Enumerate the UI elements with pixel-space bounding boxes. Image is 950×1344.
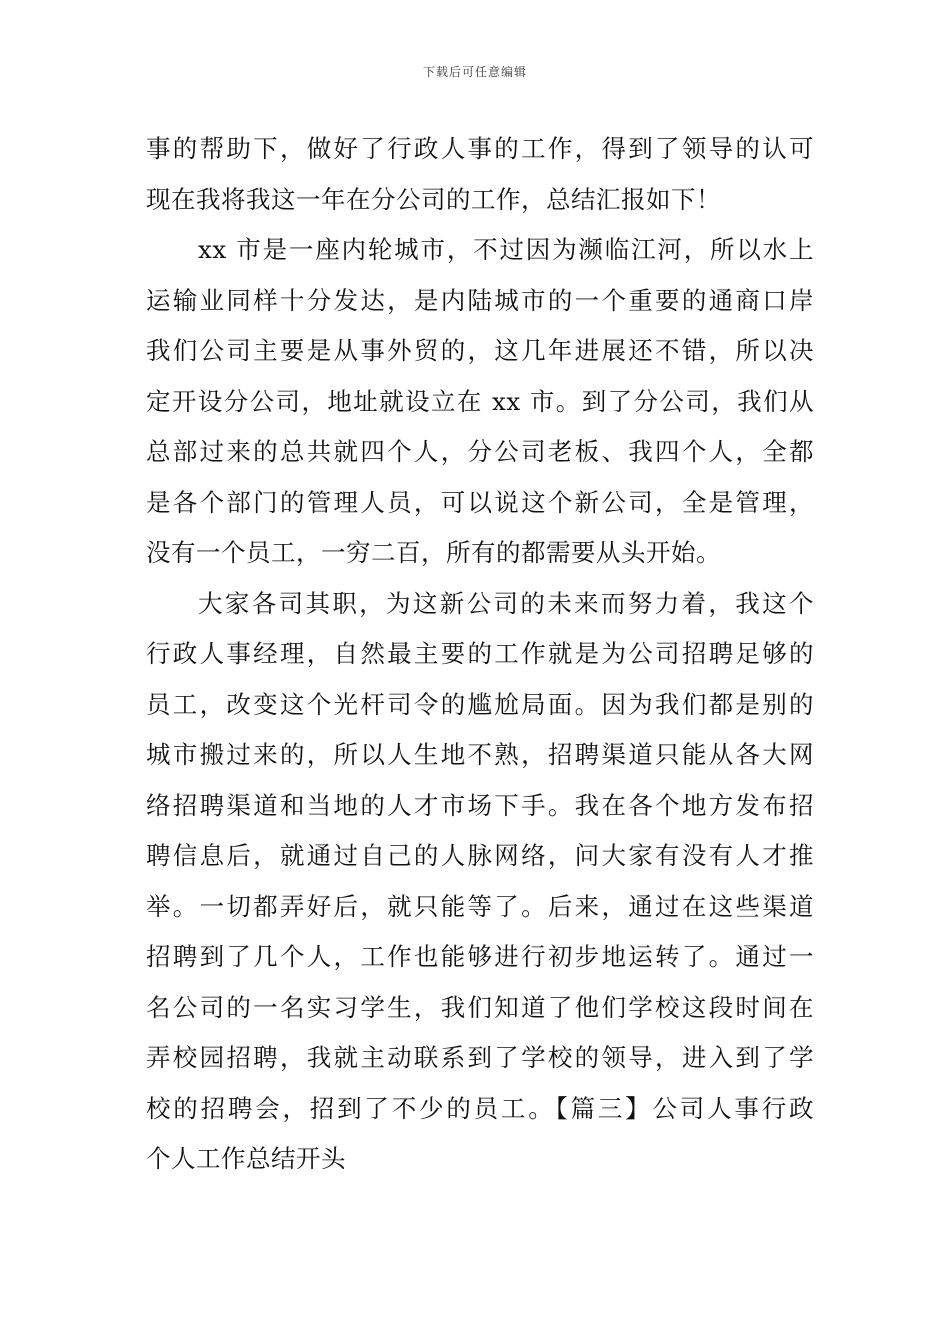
text-line: 校的招聘会，招到了不少的员工。【篇三】公司人事行政: [146, 1093, 814, 1123]
page-header: 下载后可任意编辑: [422, 65, 527, 79]
text-line: 招聘到了几个人，工作也能够进行初步地运转了。通过一: [146, 942, 814, 971]
text-line: 名公司的一名实习学生，我们知道了他们学校这段时间在: [146, 992, 814, 1022]
text-line: 大家各司其职，为这新公司的未来而努力着，我这个: [198, 588, 814, 618]
text-line: 络招聘渠道和当地的人才市场下手。我在各个地方发布招: [146, 790, 814, 820]
text-line: 个人工作总结开头: [146, 1144, 346, 1173]
text-line: 定开设分公司，地址就设立在 xx 市。到了分公司，我们从: [146, 386, 814, 416]
text-line: 总部过来的总共就四个人，分公司老板、我四个人，全都: [146, 437, 814, 466]
text-line: 我们公司主要是从事外贸的，这几年进展还不错，所以决: [146, 336, 814, 365]
text-line: 聘信息后，就通过自己的人脉网络，问大家有没有人才推: [146, 841, 814, 870]
text-line: 弄校园招聘，我就主动联系到了学校的领导，进入到了学: [146, 1043, 814, 1072]
text-line: 举。一切都弄好后，就只能等了。后来，通过在这些渠道: [146, 891, 814, 921]
text-line: 现在我将我这一年在分公司的工作，总结汇报如下！: [146, 184, 721, 214]
text-line: 城市搬过来的，所以人生地不熟，招聘渠道只能从各大网: [146, 740, 814, 769]
text-line: 事的帮助下，做好了行政人事的工作，得到了领导的认可: [146, 134, 814, 163]
text-line: xx 市是一座内轮城市，不过因为濒临江河，所以水上: [198, 235, 814, 264]
text-line: 员工，改变这个光杆司令的尴尬局面。因为我们都是别的: [146, 689, 814, 719]
body-text: [146, 124, 814, 1185]
text-line: 行政人事经理，自然最主要的工作就是为公司招聘足够的: [146, 639, 814, 668]
text-line: 没有一个员工，一穷二百，所有的都需要从头开始。: [146, 538, 721, 567]
text-line: 是各个部门的管理人员，可以说这个新公司，全是管理，: [146, 487, 814, 517]
text-line: 运输业同样十分发达，是内陆城市的一个重要的通商口岸: [146, 285, 814, 315]
